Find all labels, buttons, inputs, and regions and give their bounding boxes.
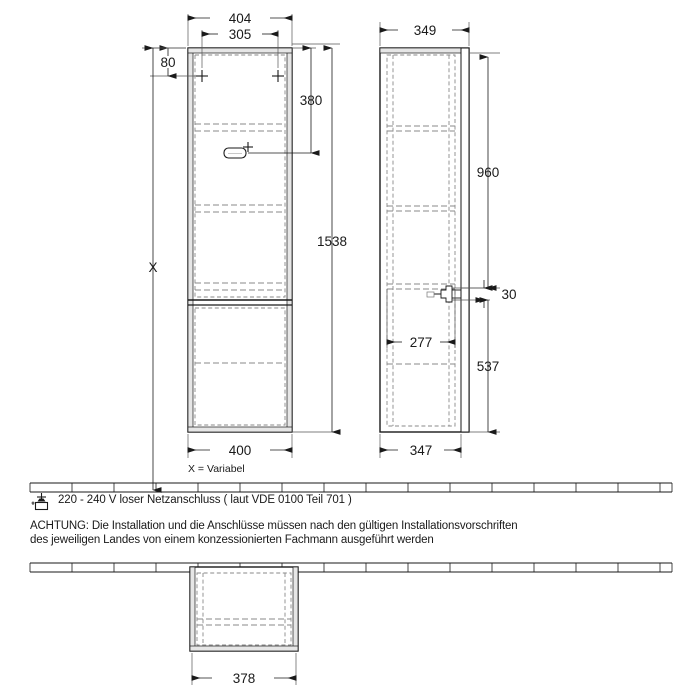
dim-label-347: 347 — [409, 443, 433, 458]
side-top-panel — [380, 48, 469, 53]
dim-label-349: 349 — [413, 23, 437, 38]
dim-label-80: 80 — [160, 55, 176, 70]
dim-label-960: 960 — [476, 165, 500, 180]
dim-label-404: 404 — [228, 11, 252, 26]
plan-right-panel — [293, 567, 298, 651]
plan-cabinet-outline — [190, 567, 298, 651]
side-front-panel — [461, 48, 469, 432]
front-cabinet-outline — [188, 48, 292, 432]
side-elevation-view — [380, 22, 500, 458]
plan-bottom-panel — [190, 646, 298, 651]
variable-legend-label: X = Variabel — [188, 463, 245, 475]
dim-label-380: 380 — [299, 93, 323, 108]
front-bottom-panel — [188, 427, 292, 432]
floor-hatch-band-upper — [30, 483, 672, 492]
dim-label-277: 277 — [409, 335, 433, 350]
floor-hatch-band-lower — [30, 563, 672, 572]
dim-label-305: 305 — [228, 27, 252, 42]
installation-warning-line-1: ACHTUNG: Die Installation und die Anschlüsse müssen nach den gültigen Installationsvorschriften — [30, 520, 518, 532]
plan-left-panel — [190, 567, 195, 651]
front-left-panel — [188, 48, 193, 432]
plan-view — [190, 567, 298, 685]
installation-warning-note — [30, 520, 692, 547]
front-top-panel — [188, 48, 292, 53]
dim-label-30: 30 — [501, 287, 517, 302]
dim-label-1538: 1538 — [316, 234, 348, 249]
dim-label-400: 400 — [228, 443, 252, 458]
front-right-panel — [287, 48, 292, 432]
dim-label-537: 537 — [476, 359, 500, 374]
front-socket-symbol — [224, 148, 246, 158]
dim-label-378: 378 — [232, 671, 256, 686]
front-elevation-view — [142, 14, 340, 490]
dim-label-X: X — [148, 260, 158, 275]
power-socket-icon — [30, 492, 54, 512]
power-connection-note: 220 - 240 V loser Netzanschluss ( laut VDE 0100 Teil 701 ) — [58, 494, 352, 506]
installation-warning-line-2: des jeweiligen Landes von einem konzessionierten Fachmann ausgeführt werden — [30, 533, 434, 546]
